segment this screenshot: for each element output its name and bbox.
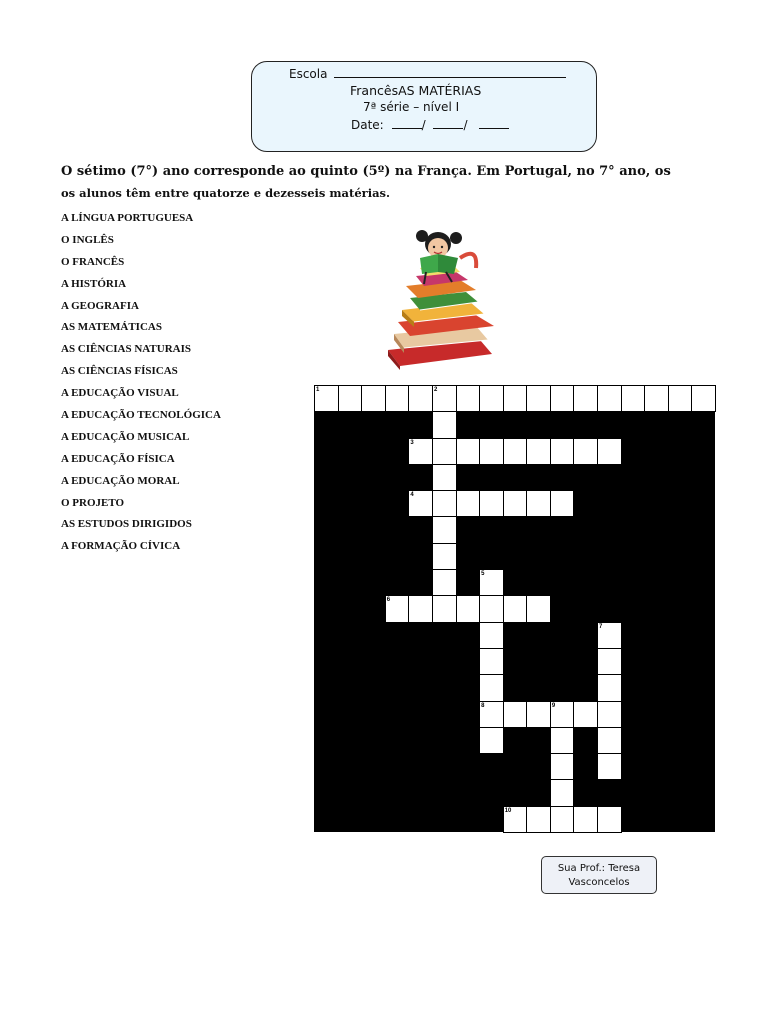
signature-line-1: Sua Prof.: Teresa <box>557 863 641 874</box>
crossword-cell[interactable] <box>526 385 551 412</box>
crossword-cell[interactable] <box>408 385 433 412</box>
crossword-cell[interactable] <box>503 438 528 465</box>
crossword-cell[interactable] <box>550 727 575 754</box>
crossword-cell[interactable] <box>597 674 622 701</box>
crossword-cell[interactable] <box>573 438 598 465</box>
subject-item: A EDUCAÇÃO VISUAL <box>61 387 179 400</box>
crossword-cell[interactable] <box>479 490 504 517</box>
crossword-cell[interactable] <box>432 490 457 517</box>
crossword-cell[interactable] <box>432 595 457 622</box>
crossword-cell[interactable] <box>456 385 481 412</box>
crossword-cell[interactable] <box>550 806 575 833</box>
clue-number: 10 <box>504 807 512 814</box>
crossword-cell[interactable] <box>479 701 504 728</box>
subject-item: O INGLÊS <box>61 233 114 246</box>
crossword-cell[interactable] <box>597 806 622 833</box>
crossword-cell[interactable] <box>479 438 504 465</box>
crossword-cell[interactable] <box>456 595 481 622</box>
crossword-cell[interactable] <box>550 779 575 806</box>
subject-item: A GEOGRAFIA <box>61 299 139 312</box>
crossword-cell[interactable] <box>550 490 575 517</box>
signature-line-2: Vasconcelos <box>568 877 630 888</box>
crossword-cell[interactable] <box>550 385 575 412</box>
girl-reading-on-books-illustration <box>380 222 505 370</box>
date-day-blank[interactable] <box>392 117 422 129</box>
teacher-signature <box>541 856 657 894</box>
school-line <box>289 66 566 81</box>
crossword-cell[interactable] <box>432 411 457 438</box>
worksheet-level: 7ª série – nível I <box>363 100 460 114</box>
clue-number: 2 <box>433 387 438 393</box>
crossword-cell[interactable] <box>573 385 598 412</box>
crossword-cell[interactable] <box>526 701 551 728</box>
crossword-cell[interactable] <box>621 385 646 412</box>
clue-number: 4 <box>410 492 414 499</box>
crossword-cell[interactable] <box>479 727 504 754</box>
crossword-cell[interactable] <box>432 569 457 596</box>
crossword-cell[interactable] <box>597 701 622 728</box>
crossword-cell[interactable] <box>432 385 457 412</box>
crossword-cell[interactable] <box>408 595 433 622</box>
crossword-cell[interactable] <box>456 490 481 517</box>
subject-item: AS CIÊNCIAS NATURAIS <box>61 343 191 356</box>
date-month-blank[interactable] <box>433 117 463 129</box>
subject-item: O FRANCÊS <box>61 255 125 268</box>
crossword-cell[interactable] <box>597 438 622 465</box>
crossword-cell[interactable] <box>526 806 551 833</box>
date-separator: / <box>421 118 426 132</box>
crossword-cell[interactable] <box>526 490 551 517</box>
crossword-cell[interactable] <box>385 385 410 412</box>
crossword-cell[interactable] <box>408 490 433 517</box>
intro-line-2: os alunos têm entre quatorze e dezesseis matérias. <box>61 186 390 200</box>
crossword-cell[interactable] <box>573 701 598 728</box>
crossword-cell[interactable] <box>550 438 575 465</box>
subject-item: AS ESTUDOS DIRIGIDOS <box>61 518 192 531</box>
crossword-cell[interactable] <box>408 438 433 465</box>
crossword-cell[interactable] <box>644 385 669 412</box>
crossword-cell[interactable] <box>691 385 716 412</box>
crossword-cell[interactable] <box>479 569 504 596</box>
crossword-cell[interactable] <box>479 674 504 701</box>
crossword-cell[interactable] <box>550 701 575 728</box>
crossword-cell[interactable] <box>361 385 386 412</box>
school-blank[interactable] <box>334 66 566 78</box>
crossword-grid <box>314 385 715 832</box>
crossword-cell[interactable] <box>597 385 622 412</box>
crossword-cell[interactable] <box>503 385 528 412</box>
clue-number: 8 <box>481 702 485 709</box>
books-stack <box>388 264 494 370</box>
subject-item: A EDUCAÇÃO FÍSICA <box>61 452 175 465</box>
subject-list <box>61 211 221 561</box>
subject-item: A FORMAÇÃO CÍVICA <box>61 540 181 553</box>
crossword-cell[interactable] <box>385 595 410 622</box>
crossword-cell[interactable] <box>432 543 457 570</box>
header-box <box>251 61 597 152</box>
crossword-cell[interactable] <box>573 806 598 833</box>
clue-number: 1 <box>316 387 320 393</box>
crossword-cell[interactable] <box>479 622 504 649</box>
subject-item: A EDUCAÇÃO MUSICAL <box>61 430 190 443</box>
subject-item: A HISTÓRIA <box>61 277 127 290</box>
crossword-cell[interactable] <box>503 806 528 833</box>
crossword-cell[interactable] <box>526 438 551 465</box>
subject-item: O PROJETO <box>61 496 125 509</box>
date-separator: / <box>463 118 468 132</box>
date-label: Date: <box>351 118 384 132</box>
intro-line-1: O sétimo (7°) ano corresponde ao quinto (5º) na França. Em Portugal, no 7° ano, os <box>61 164 671 179</box>
crossword-cell[interactable] <box>503 595 528 622</box>
crossword-cell[interactable] <box>526 595 551 622</box>
clue-number: 6 <box>386 597 391 604</box>
crossword-cell[interactable] <box>668 385 693 412</box>
crossword-cell[interactable] <box>338 385 363 412</box>
crossword-cell[interactable] <box>597 648 622 675</box>
subject-item: A EDUCAÇÃO MORAL <box>61 474 180 487</box>
crossword-cell[interactable] <box>479 385 504 412</box>
date-line <box>351 117 509 132</box>
crossword-cell[interactable] <box>479 648 504 675</box>
crossword-cell[interactable] <box>597 727 622 754</box>
crossword-cell[interactable] <box>314 385 339 412</box>
crossword-cell[interactable] <box>456 438 481 465</box>
school-label: Escola <box>289 67 328 81</box>
crossword-cell[interactable] <box>432 464 457 491</box>
clue-number: 3 <box>410 439 414 446</box>
crossword-cell[interactable] <box>432 438 457 465</box>
crossword-cell[interactable] <box>503 701 528 728</box>
crossword-cell[interactable] <box>597 753 622 780</box>
worksheet-title: FrancêsAS MATÉRIAS <box>350 83 482 98</box>
subject-item: AS CIÊNCIAS FÍSICAS <box>61 365 178 378</box>
clue-number: 9 <box>551 702 556 709</box>
clue-number: 7 <box>599 623 603 630</box>
crossword-cell[interactable] <box>479 595 504 622</box>
crossword-cell[interactable] <box>597 622 622 649</box>
clue-number: 5 <box>481 571 485 578</box>
crossword-cell[interactable] <box>432 516 457 543</box>
subject-item: AS MATEMÁTICAS <box>61 321 162 334</box>
subject-item: A LÍNGUA PORTUGUESA <box>61 212 194 224</box>
crossword-cell[interactable] <box>550 753 575 780</box>
crossword-cell[interactable] <box>503 490 528 517</box>
subject-item: A EDUCAÇÃO TECNOLÓGICA <box>61 409 221 422</box>
date-year-blank[interactable] <box>479 117 509 129</box>
